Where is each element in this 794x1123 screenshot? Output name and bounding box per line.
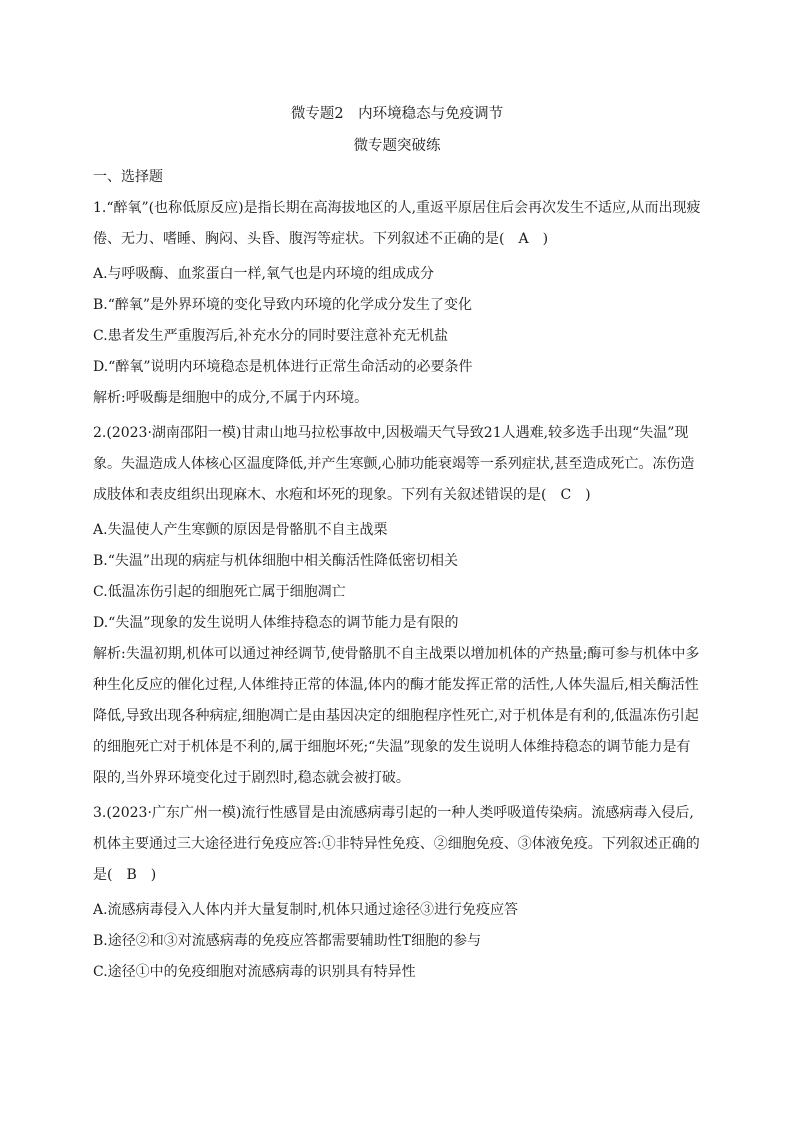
option-a: A.流感病毒侵入人体内并大量复制时,机体只通过途径③进行免疫应答 (93, 902, 519, 918)
question-stem: 1.“醉氧”(也称低原反应)是指长期在高海拔地区的人,重返平原居住后会再次发生不适应,从而出现疲倦、无力、嗜睡、胸闷、头昏、腹泻等症状。下列叙述不正确的是( A ) (93, 200, 701, 247)
question-3 (93, 798, 701, 984)
section-heading: 一、选择题 (93, 169, 163, 185)
question-2 (93, 418, 701, 794)
option-c: C.患者发生严重腹泻后,补充水分的同时要注意补充无机盐 (93, 328, 449, 344)
document-body (93, 166, 701, 992)
question-explanation: 解析:呼吸酶是细胞中的成分,不属于内环境。 (93, 390, 369, 406)
question-explanation: 解析:失温初期,机体可以通过神经调节,使骨骼肌不自主战栗以增加机体的产热量;酶可参与机体中多种生化反应的催化过程,人体维持正常的体温,体内的酶才能发挥正常的活性,人体失温后,相关酶活性降低,导致出现各种病症,细胞凋亡是由基因决定的细胞程序性死亡,对于机体是有利的,低温冻伤引起的细胞死亡对于机体是不利的,属于细胞坏死;“失温”现象的发生说明人体维持稳态的调节能力是有限的,当外界环境变化过于剧烈时,稳态就会被打破。 (93, 646, 700, 786)
option-b: B.“醉氧”是外界环境的变化导致内环境的化学成分发生了变化 (93, 297, 473, 313)
option-d: D.“失温”现象的发生说明人体维持稳态的调节能力是有限的 (93, 615, 459, 631)
question-stem: 3.(2023·广东广州一模)流行性感冒是由流感病毒引起的一种人类呼吸道传染病。流感病毒入侵后,机体主要通过三大途径进行免疫应答:①非特异性免疫、②细胞免疫、③体液免疫。下列叙述正确的是( B ) (93, 805, 700, 883)
option-a: A.与呼吸酶、血浆蛋白一样,氧气也是内环境的组成成分 (93, 266, 435, 282)
option-b: B.“失温”出现的病症与机体细胞中相关酶活性降低密切相关 (93, 553, 459, 569)
option-c: C.途径①中的免疫细胞对流感病毒的识别具有特异性 (93, 964, 416, 980)
question-stem: 2.(2023·湖南邵阳一模)甘肃山地马拉松事故中,因极端天气导致21人遇难,较多选手出现“失温”现象。失温造成人体核心区温度降低,并产生寒颤,心肺功能衰竭等一系列症状,甚至造成死亡。冻伤造成肢体和表皮组织出现麻木、水疱和坏死的现象。下列有关叙述错误的是( C ) (93, 425, 695, 503)
option-a: A.失温使人产生寒颤的原因是骨骼肌不自主战栗 (93, 522, 388, 538)
option-d: D.“醉氧”说明内环境稳态是机体进行正常生命活动的必要条件 (93, 359, 473, 375)
option-b: B.途径②和③对流感病毒的免疫应答都需要辅助性T细胞的参与 (93, 933, 482, 949)
document-subtitle: 微专题突破练 (353, 138, 441, 154)
document-title: 微专题2 内环境稳态与免疫调节 (290, 106, 504, 122)
question-1 (93, 193, 701, 414)
option-c: C.低温冻伤引起的细胞死亡属于细胞凋亡 (93, 584, 346, 600)
